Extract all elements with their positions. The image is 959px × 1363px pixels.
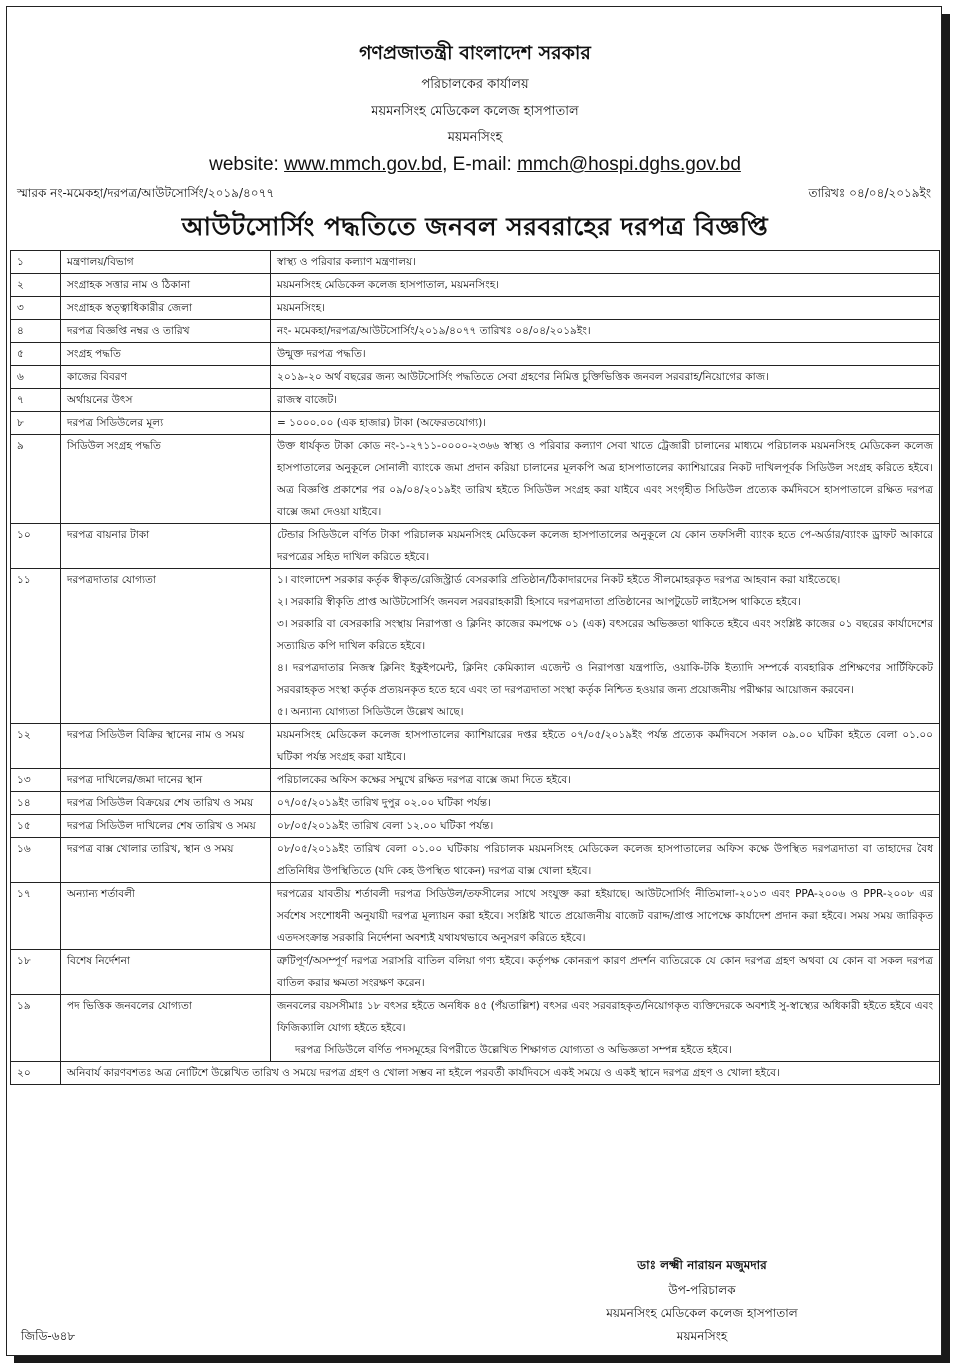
row-number: ৬ <box>11 366 61 389</box>
row-value-paragraph: নং- মমেকহা/দরপত্র/আউটসোর্সিং/২০১৯/৪০৭৭ তারিখঃ ০৪/০৪/২০১৯ইং। <box>277 325 591 337</box>
row-number: ১৭ <box>11 883 61 950</box>
row-value <box>271 389 940 412</box>
table-row <box>11 274 940 297</box>
row-value-paragraph: ত্রুটিপূর্ণ/অসম্পূর্ণ দরপত্র সরাসরি বাতিল বলিয়া গণ্য হইবে। কর্তৃপক্ষ কোনরূপ কারণ প্রদর্শন ব্যতিরেকে যে কোন দরপত্র গ্রহণ অথবা যে কোন বা সকল দরপত্র বাতিল করার ক্ষমতা সংরক্ষণ করেন। <box>277 955 933 989</box>
row-label: সংগ্রাহক স্বত্ত্বাধিকারীর জেলা <box>61 297 271 320</box>
memo-number: স্মারক নং-মমেকহা/দরপত্র/আউটসোর্সিং/২০১৯/৪০৭৭ <box>17 186 275 200</box>
row-value-paragraph: ৪। দরপত্রদাতার নিজস্ব ক্লিনিং ইকুইপমেন্ট, ক্লিনিং কেমিক্যাল এজেন্ট ও নিরাপত্তা যন্ত্রপাতি, ওয়াকি-টকি ইত্যাদি সম্পর্কে ব্যবহারিক প্রশিক্ষণের সার্টিফিকেট সরবরাহকৃত সংস্থা কর্তৃক প্রত্যয়নকৃত হতে হবে এবং তা দরপত্রদাতা সংস্থা কর্তৃক নিশ্চিত হওয়ার জন্য প্রয়োজনীয় পরীক্ষার আয়োজন করবেন। <box>277 662 933 696</box>
table-row <box>11 389 940 412</box>
row-number: ১৮ <box>11 950 61 995</box>
page-shadow-bottom <box>14 1356 950 1363</box>
row-value-paragraph: পরিচালকের অফিস কক্ষের সম্মুখে রক্ষিত দরপত্র বাক্সে জমা দিতে হইবে। <box>277 774 572 786</box>
table-row <box>11 251 940 274</box>
row-value-paragraph: ২। সরকারি স্বীকৃতি প্রাপ্ত আউটসোর্সিং জনবল সরবরাহকারী হিসাবে দরপত্রদাতা প্রতিষ্ঠানের আপটুডেট লাইসেন্স থাকিতে হইবে। <box>277 596 801 608</box>
row-number: ৫ <box>11 343 61 366</box>
row-label: কাজের বিবরণ <box>61 366 271 389</box>
row-label: দরপত্র দাখিলের/জমা দানের স্থান <box>61 769 271 792</box>
row-label: পদ ভিত্তিক জনবলের যোগ্যতা <box>61 995 271 1062</box>
row-value <box>271 769 940 792</box>
office-heading: পরিচালকের কার্যালয় <box>421 77 529 92</box>
row-value-paragraph: রাজস্ব বাজেট। <box>277 394 337 406</box>
table-row <box>11 724 940 769</box>
row-label: বিশেষ নির্দেশনা <box>61 950 271 995</box>
table-row <box>11 569 940 724</box>
row-number: ১০ <box>11 524 61 569</box>
row-number: ২ <box>11 274 61 297</box>
row-value <box>271 412 940 435</box>
table-row <box>11 435 940 524</box>
row-label: অন্যান্য শর্তাবলী <box>61 883 271 950</box>
row-value <box>271 838 940 883</box>
row-number: ৮ <box>11 412 61 435</box>
gd-number: জিডি-৬৪৮ <box>21 1329 76 1343</box>
row-label: সংগ্রাহক সত্তার নাম ও ঠিকানা <box>61 274 271 297</box>
notice-title: আউটসোর্সিং পদ্ধতিতে জনবল সরবরাহের দরপত্র বিজ্ঞপ্তি <box>181 212 769 241</box>
row-label: দরপত্রদাতার যোগ্যতা <box>61 569 271 724</box>
institution-heading: ময়মনসিংহ মেডিকেল কলেজ হাসপাতাল <box>371 104 579 119</box>
table-row <box>11 995 940 1062</box>
row-label: অর্থায়নের উৎস <box>61 389 271 412</box>
row-label: দরপত্র সিডিউল দাখিলের শেষ তারিখ ও সময় <box>61 815 271 838</box>
table-row <box>11 792 940 815</box>
city-heading: ময়মনসিংহ <box>447 130 503 145</box>
row-number: ১৫ <box>11 815 61 838</box>
row-value-paragraph: ৫। অন্যান্য যোগ্যতা সিডিউলে উল্লেখ আছে। <box>277 706 464 718</box>
row-value: অনিবার্য কারণবশতঃ অত্র নোটিশে উল্লেখিত তারিখ ও সময়ে দরপত্র গ্রহণ ও খোলা সম্ভব না হইলে পরবর্তী কার্যদিবসে একই সময়ে ও একই স্থানে দরপত্র গ্রহণ ও খোলা হইবে। <box>61 1062 940 1085</box>
row-number: ৪ <box>11 320 61 343</box>
row-number: ৩ <box>11 297 61 320</box>
row-label: দরপত্র বিজ্ঞপ্তি নম্বর ও তারিখ <box>61 320 271 343</box>
row-number: ৯ <box>11 435 61 524</box>
row-value-paragraph: উন্মুক্ত দরপত্র পদ্ধতি। <box>277 348 366 360</box>
row-value-paragraph: ময়মনসিংহ মেডিকেল কলেজ হাসপাতাল, ময়মনসিংহ। <box>277 279 500 291</box>
row-value <box>271 366 940 389</box>
tender-notice-page <box>6 6 942 1356</box>
table-row <box>11 524 940 569</box>
table-row <box>11 769 940 792</box>
table-row <box>11 297 940 320</box>
signatory-city: ময়মনসিংহ <box>676 1329 728 1343</box>
email-label: , E-mail: <box>442 154 518 175</box>
table-row <box>11 412 940 435</box>
row-value <box>271 792 940 815</box>
row-value <box>271 524 940 569</box>
row-number: ১৬ <box>11 838 61 883</box>
row-label: সংগ্রহ পদ্ধতি <box>61 343 271 366</box>
signatory-designation: উপ-পরিচালক <box>668 1283 736 1297</box>
table-row <box>11 838 940 883</box>
table-row <box>11 950 940 995</box>
row-label: সিডিউল সংগ্রহ পদ্ধতি <box>61 435 271 524</box>
table-row <box>11 815 940 838</box>
row-number: ১ <box>11 251 61 274</box>
row-number: ১৪ <box>11 792 61 815</box>
signatory-name: ডাঃ লক্ষ্মী নারায়ন মজুমদার <box>637 1258 767 1272</box>
row-value-paragraph: ১। বাংলাদেশ সরকার কর্তৃক স্বীকৃত/রেজিস্ট্রার্ড বেসরকারি প্রতিষ্ঠান/ঠিকাদারদের নিকট হইতে সীলমোহরকৃত দরপত্র আহবান করা যাইতেছে। <box>277 574 841 586</box>
row-value <box>271 251 940 274</box>
row-label: দরপত্র বাক্স খোলার তারিখ, স্থান ও সময় <box>61 838 271 883</box>
table-row <box>11 343 940 366</box>
row-value-paragraph: ০৭/০৫/২০১৯ইং তারিখ দুপুর ০২.০০ ঘটিকা পর্যন্ত। <box>277 797 491 809</box>
row-value-paragraph: ০৮/০৫/২০১৯ইং তারিখ বেলা ১২.০০ ঘটিকা পর্যন্ত। <box>277 820 494 832</box>
row-value <box>271 343 940 366</box>
table-row <box>11 320 940 343</box>
tender-details-table <box>10 250 940 1085</box>
row-value-paragraph: দরপত্র সিডিউলে বর্ণিত পদসমূহের বিপরীতে উল্লেখিত শিক্ষাগত যোগ্যতা ও অভিজ্ঞতা সম্পন্ন হইতে হইবে। <box>295 1044 732 1056</box>
row-value-paragraph: উক্ত ধার্যকৃত টাকা কোড নং-১-২৭১১-০০০০-২৩৬৬ স্বাস্থ্য ও পরিবার কল্যাণ সেবা খাতে ট্রেজারী চালানের মাধ্যমে পরিচালক ময়মনসিংহ মেডিকেল কলেজ হাসপাতালের অনুকূলে সোনালী ব্যাংকে জমা প্রদান করিয়া চালানের মূলকপি অত্র হাসপাতালের ক্যাশিয়ারের নিকট দাখিলপূর্বক সিডিউল সংগ্রহ করিতে হইবে। অত্র বিজ্ঞপ্তি প্রকাশের পর ০৯/০৪/২০১৯ইং তারিখ হইতে সিডিউল সংগ্রহ করা যাইবে এবং সংগৃহীত সিডিউল প্রত্যেক কর্মদিবসে হাসপাতালে রক্ষিত দরপত্র বাক্সে জমা দেওয়া যাইবে। <box>277 440 933 518</box>
row-value-paragraph: টেন্ডার সিডিউলে বর্ণিত টাকা পরিচালক ময়মনসিংহ মেডিকেল কলেজ হাসপাতালের অনুকূলে যে কোন তফসিলী ব্যাংক হতে পে-অর্ডার/ব্যাংক ড্রাফট আকারে দরপত্রের সহিত দাখিল করিতে হইবে। <box>277 529 933 563</box>
row-value <box>271 995 940 1062</box>
row-value <box>271 297 940 320</box>
row-value <box>271 320 940 343</box>
row-number: ১১ <box>11 569 61 724</box>
row-label: দরপত্র সিডিউলের মূল্য <box>61 412 271 435</box>
row-value <box>271 274 940 297</box>
row-value <box>271 883 940 950</box>
row-value <box>271 569 940 724</box>
row-value-paragraph: দরপত্রের যাবতীয় শর্তাবলী দরপত্র সিডিউল/তফসীলের সাথে সংযুক্ত করা হইয়াছে। আউটসোর্সিং নীতিমালা-২০১৩ এবং PPA-২০০৬ ও PPR-২০০৮ এর সর্বশেষ সংশোধনী অনুযায়ী দরপত্র মূল্যায়ন করা হইবে। সংশ্লিষ্ট খাতে প্রয়োজনীয় বাজেট বরাদ্দ/প্রাপ্ত সাপেক্ষে কার্যাদেশ প্রদান করা হইবে। সময় সময় জারিকৃত এতদসংক্রান্ত সরকারি নির্দেশনা অবশ্যই যথাযথভাবে অনুসরণ করিতে হইবে। <box>277 888 933 944</box>
table-row <box>11 1062 940 1085</box>
row-value-paragraph: জনবলের বয়সসীমাঃ ১৮ বৎসর হইতে অনধিক ৪৫ (পঁয়তাল্লিশ) বৎসর এবং সরবরাহকৃত/নিয়োগকৃত ব্যক্তিদেরকে অবশ্যই সু-স্বাস্থ্যের অধিকারী হইতে হইবে এবং ফিজিক্যালি যোগ্য হইতে হইবে। <box>277 1000 933 1034</box>
row-number: ১৩ <box>11 769 61 792</box>
row-value-paragraph: ৩। সরকারি বা বেসরকারি সংস্থায় নিরাপত্তা ও ক্লিনিং কাজের কমপক্ষে ০১ (এক) বৎসরের অভিজ্ঞতা থাকিতে হইবে এবং সংশ্লিষ্ট কাজের ০১ বছরের কার্যাদেশের সত্যায়িত কপি দাখিল করিতে হইবে। <box>277 618 933 652</box>
website-link[interactable]: www.mmch.gov.bd <box>284 154 443 175</box>
row-value-paragraph: ময়মনসিংহ মেডিকেল কলেজ হাসপাতালের ক্যাশিয়ারের দপ্তর হইতে ০৭/০৫/২০১৯ইং পর্যন্ত প্রত্যেক কর্মদিবসে সকাল ০৯.০০ ঘটিকা হইতে বেলা ০১.০০ ঘটিকা পর্যন্ত সংগ্রহ করা যাইবে। <box>277 729 933 763</box>
row-number: ২০ <box>11 1062 61 1085</box>
row-label: দরপত্র সিডিউল বিক্রয়ের শেষ তারিখ ও সময় <box>61 792 271 815</box>
row-number: ১২ <box>11 724 61 769</box>
row-value <box>271 815 940 838</box>
row-number: ৭ <box>11 389 61 412</box>
contact-line <box>7 154 943 176</box>
table-row <box>11 883 940 950</box>
notice-date: তারিখঃ ০৪/০৪/২০১৯ইং <box>808 186 931 200</box>
row-value <box>271 435 940 524</box>
row-label: দরপত্র সিডিউল বিক্রির স্থানের নাম ও সময় <box>61 724 271 769</box>
row-label: দরপত্র বায়নার টাকা <box>61 524 271 569</box>
row-label: মন্ত্রণালয়/বিভাগ <box>61 251 271 274</box>
row-value-paragraph: স্বাস্থ্য ও পরিবার কল্যাণ মন্ত্রণালয়। <box>277 256 416 268</box>
signatory-institution: ময়মনসিংহ মেডিকেল কলেজ হাসপাতাল <box>606 1306 798 1320</box>
page-shadow-right <box>942 14 950 1363</box>
row-number: ১৯ <box>11 995 61 1062</box>
row-value <box>271 950 940 995</box>
email-link[interactable]: mmch@hospi.dghs.gov.bd <box>517 154 741 175</box>
table-row <box>11 366 940 389</box>
row-value-paragraph: ০৮/০৫/২০১৯ইং তারিখ বেলা ০১.০০ ঘটিকায় পরিচালক ময়মনসিংহ মেডিকেল কলেজ হাসপাতালের অফিস কক্ষে উপস্থিত দরপত্রদাতা বা তাহাদের বৈধ প্রতিনিধির উপস্থিতিতে (যদি কেহ উপস্থিত থাকেন) দরপত্র বাক্স খোলা হইবে। <box>277 843 933 877</box>
row-value-paragraph: = ১০০০.০০ (এক হাজার) টাকা (অফেরতযোগ্য)। <box>277 417 487 429</box>
row-value-paragraph: ২০১৯-২০ অর্থ বছরের জন্য আউটসোর্সিং পদ্ধতিতে সেবা গ্রহণের নিমিত্ত চুক্তিভিত্তিক জনবল সরবরাহ/নিয়োগের কাজ। <box>277 371 769 383</box>
website-label: website: <box>209 154 285 175</box>
row-value <box>271 724 940 769</box>
government-heading: গণপ্রজাতন্ত্রী বাংলাদেশ সরকার <box>359 42 591 64</box>
row-value-paragraph: ময়মনসিংহ। <box>277 302 325 314</box>
